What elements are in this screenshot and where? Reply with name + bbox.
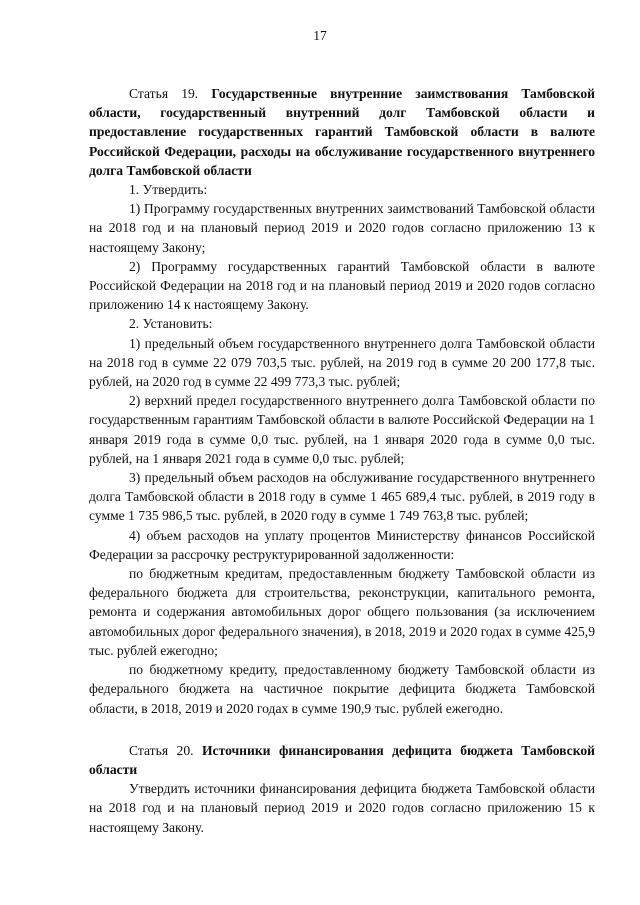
article-19-label: Статья 19. xyxy=(129,86,212,101)
article-19-paragraph: 1. Утвердить: xyxy=(129,182,208,198)
section-spacer xyxy=(89,718,595,741)
article-19-paragraph: 4) объем расходов на уплату процентов Министерству финансов Российской Федерации за рассрочку реструктурированной задолженности: xyxy=(89,527,595,562)
article-19-paragraph: по бюджетному кредиту, предоставленному бюджету Тамбовской области из федерального бюджета на частичное покрытие дефицита бюджета Тамбовской области, в 2018, 2019 и 2020 годах в сумме 190,9 тыс. рублей ежегодно. xyxy=(89,662,595,716)
page-number: 17 xyxy=(313,28,327,43)
article-20-label: Статья 20. xyxy=(129,742,202,758)
article-19-paragraph: 2. Установить: xyxy=(129,316,213,332)
document-body xyxy=(89,84,595,837)
article-19-title: Государственные внутренние заимствования Тамбовской области, государственный внутренний долг Тамбовской области и предоставление государственных гарантий Тамбовской области в валюте Российской Федерации, расходы на обслуживание государственного внутреннего долга Тамбовской области xyxy=(89,86,596,178)
article-20-title: Источники финансирования дефицита бюджета Тамбовской области xyxy=(89,742,595,777)
article-19-paragraph: 1) Программу государственных внутренних заимствований Тамбовской области на 2018 год и на плановый период 2019 и 2020 годов согласно приложению 13 к настоящему Закону; xyxy=(89,201,595,255)
article-20-heading xyxy=(89,741,595,779)
article-19-paragraph: по бюджетным кредитам, предоставленным бюджету Тамбовской области из федерального бюджета для строительства, реконструкции, капитального ремонта, ремонта и содержания автомобильных дорог общего пользования (за исключением автомобильных дорог федерального значения), в 2018, 2019 и 2020 годах в сумме 425,9 тыс. рублей ежегодно; xyxy=(89,566,595,658)
article-19-heading xyxy=(89,84,595,180)
article-19-paragraph: 2) Программу государственных гарантий Тамбовской области в валюте Российской Федерации на 2018 год и на плановый период 2019 и 2020 годов согласно приложению 14 к настоящему Закону. xyxy=(89,258,595,313)
article-19-paragraph: 3) предельный объем расходов на обслуживание государственного внутреннего долга Тамбовской области в 2018 году в сумме 1 465 689,4 тыс. рублей, в 2019 году в сумме 1 735 986,5 тыс. рублей, в 2020 году в сумме 1 749 763,8 тыс. рублей; xyxy=(89,470,595,524)
article-19-paragraph: 2) верхний предел государственного внутреннего долга Тамбовской области по государственным гарантиям Тамбовской области в валюте Российской Федерации на 1 января 2019 года в сумме 0,0 тыс. рублей, на 1 января 2020 года в сумме 0,0 тыс. рублей, на 1 января 2021 года в сумме 0,0 тыс. рублей; xyxy=(89,393,595,466)
article-20-paragraph: Утвердить источники финансирования дефицита бюджета Тамбовской области на 2018 год и на плановый период 2019 и 2020 годов согласно приложению 15 к настоящему Закону. xyxy=(89,781,595,835)
article-19-paragraph: 1) предельный объем государственного внутреннего долга Тамбовской области на 2018 год в сумме 22 079 703,5 тыс. рублей, на 2019 год в сумме 20 200 177,8 тыс. рублей, на 2020 год в сумме 22 499 773,3 тыс. рублей; xyxy=(89,335,595,390)
